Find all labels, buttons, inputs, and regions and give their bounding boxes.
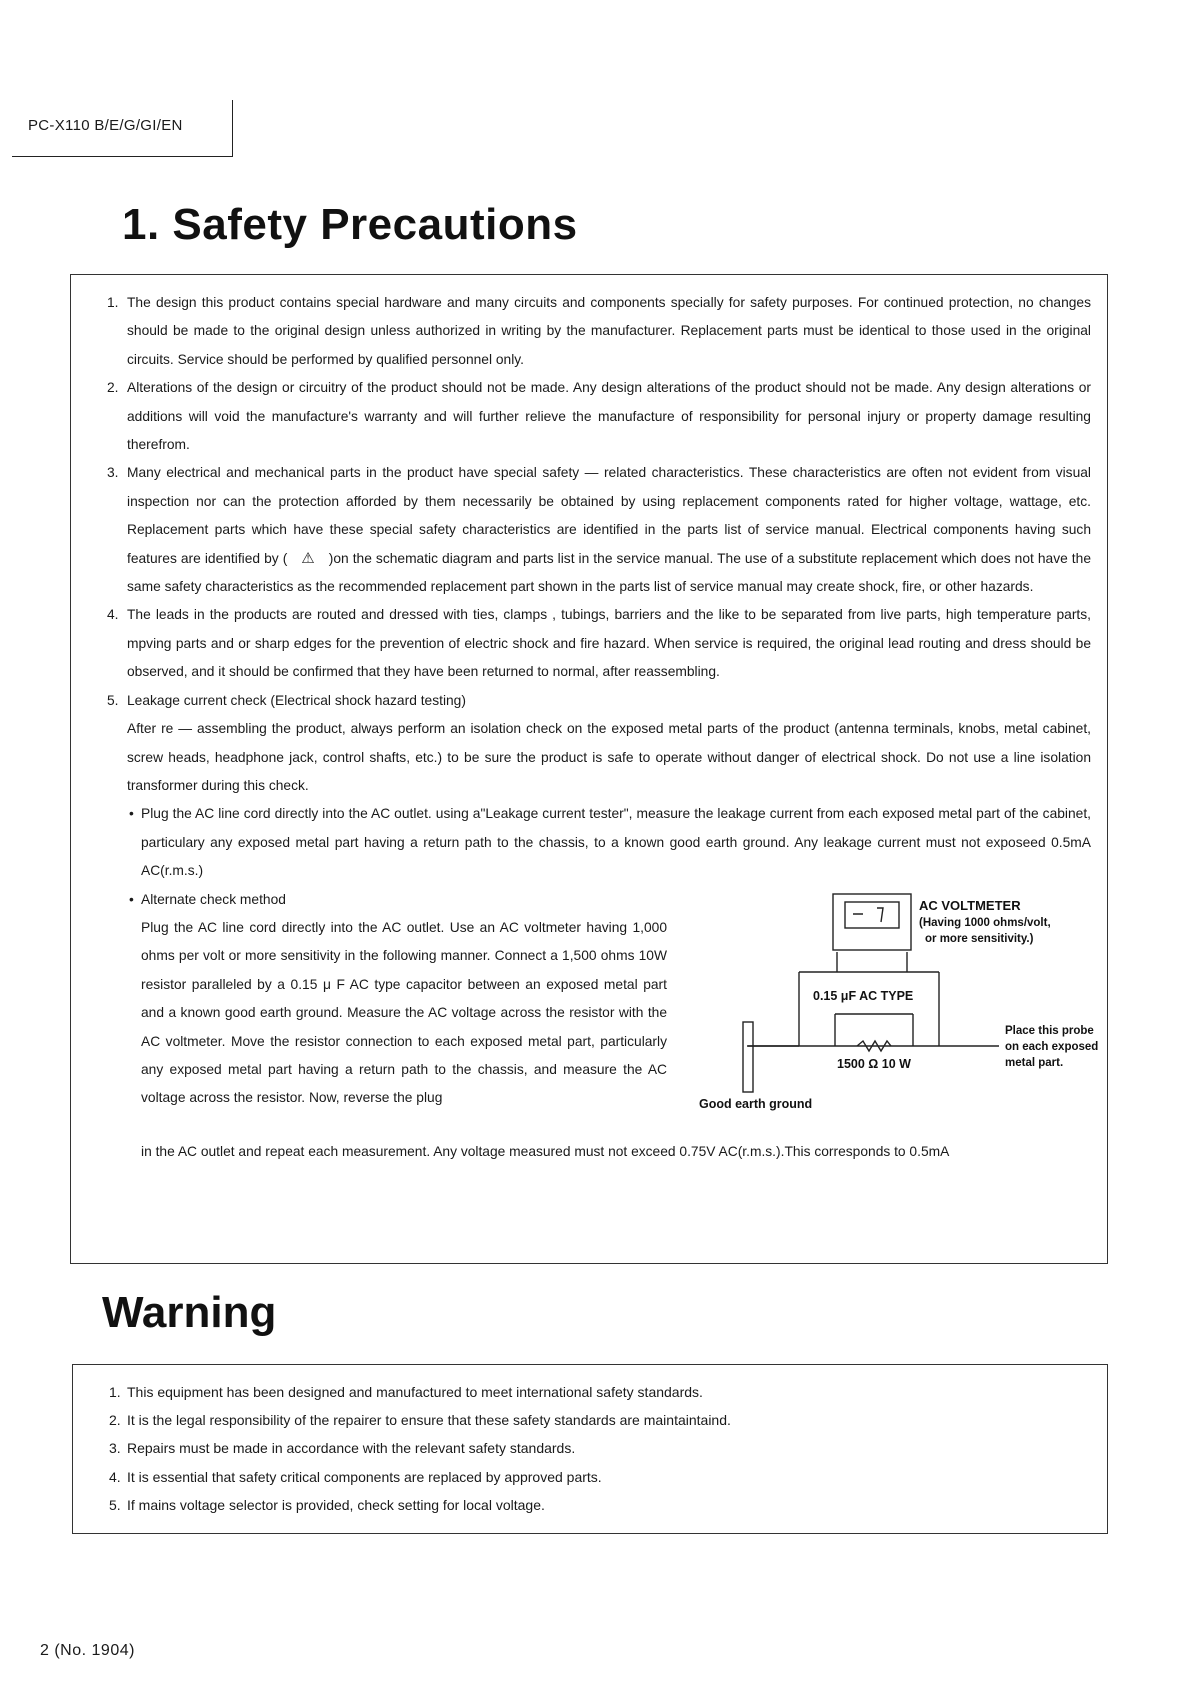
voltmeter-sub2: or more sensitivity.) [925,932,1034,945]
safety-item-4 [107,601,1091,686]
safety-list [107,289,1099,1159]
item-text: It is the legal responsibility of the repairer to ensure that these safety standards are maintaintaind. [127,1412,731,1429]
voltmeter-sub1: (Having 1000 ohms/volt, [919,916,1051,929]
item-number: 4. [107,607,119,623]
warning-item-5 [109,1491,731,1519]
safety-precautions-title: 1. Safety Precautions [122,200,578,249]
probe-label-2: on each exposed [1005,1040,1099,1053]
safety-precautions-box [70,274,1108,1264]
safety-item-5 [107,687,1099,1159]
item-text: If mains voltage selector is provided, check setting for local voltage. [127,1496,545,1513]
warning-item-2 [109,1406,731,1434]
item-number: 5. [109,1496,121,1513]
item-text: Repairs must be made in accordance with the relevant safety standards. [127,1440,576,1457]
capacitor-label: 0.15 μF AC TYPE [813,988,914,1003]
probe-label-1: Place this probe [1005,1024,1094,1037]
alternate-heading: • Alternate check method [127,886,667,914]
item-number: 2. [109,1412,121,1429]
item-text: The design this product contains special hardware and many circuits and components specially for safety purposes. For continued protection, no changes should be made to the original design unless authorized in writing by the manufacturer. Replacement parts must be identical to those used in the original circuits. Service should be performed by qualified personnel only. [127,295,1091,367]
item-number: 5. [107,692,119,708]
warning-box [72,1364,1108,1534]
resistor-label: 1500 Ω 10 W [837,1056,911,1071]
item-number: 1. [107,295,119,310]
page-footer: 2 (No. 1904) [40,1642,135,1659]
safety-item-1 [107,289,1091,374]
alternate-method-block [127,886,1099,1159]
plug-instruction: • Plug the AC line cord directly into the AC outlet. using a"Leakage current tester", measure the leakage current from each exposed metal part of the cabinet, particulary any exposed metal part having a return path to the chassis, to a known good earth ground. Any leakage current must not exposeed 0.5mA AC(r.m.s.) [127,800,1091,885]
warning-item-1 [109,1378,731,1406]
safety-item-3 [107,459,1091,601]
alternate-body: Plug the AC line cord directly into the AC outlet. Use an AC voltmeter having 1,000 ohms per volt or more sensitivity in the following manner. Connect a 1,500 ohms 10W resistor paralleled by a 0.15 μ F AC type capacitor between an exposed metal part and a known good earth ground. Measure the AC voltage across the resistor with the AC voltmeter. Move the resistor connection to each exposed metal part, particularly any exposed metal part having a return path to the chassis, and measure the AC voltage across the resistor. Now, reverse the plug [141,919,667,1106]
item-number: 1. [109,1384,121,1400]
leakage-heading: Leakage current check (Electrical shock hazard testing) [127,692,466,708]
alternate-last-line: in the AC outlet and repeat each measurement. Any voltage measured must not exceed 0.75V AC(r.m.s.).This corresponds to 0.5mA [141,1143,950,1159]
ground-label: Good earth ground [699,1096,813,1111]
alternate-method-text [127,886,667,1113]
circuit-diagram [687,886,1107,1126]
item-text: This equipment has been designed and manufactured to meet international safety standards. [127,1384,703,1400]
item-number: 3. [109,1440,121,1457]
item-text: )on the schematic diagram and parts list in the service manual. The use of a substitute replacement which does not have the same safety characteristics as the recommended replacement part shown in the parts list of service manual may create shock, fire, or other hazards. [127,550,1091,595]
model-number: PC-X110 B/E/G/GI/EN [28,117,183,134]
item-number: 4. [109,1468,121,1485]
item-number: 2. [107,380,119,396]
warning-title: Warning [102,1288,277,1337]
safety-item-2 [107,374,1091,459]
warning-list [109,1378,731,1519]
warning-triangle-icon: ⚠ [301,549,315,567]
item-text: The leads in the products are routed and dressed with ties, clamps , tubings, barriers and the like to be separated from live parts, high temperature parts, mpving parts and or sharp edges for the prevention of electric shock and fire hazard. When service is required, the original lead routing and dress should be observed, and it should be confirmed that they have been returned to normal, after reassembling. [127,607,1091,680]
probe-label-3: metal part. [1005,1056,1064,1069]
leakage-test-diagram [687,886,1107,1126]
warning-item-3 [109,1434,731,1462]
model-header-tab [12,100,233,157]
item-text: Many electrical and mechanical parts in the product have special safety — related characteristics. These characteristics are often not evident from visual inspection nor can the protection afforded by them necessarily be obtained by using replacement components rated for higher voltage, wattage, etc. Replacement parts which have these special safety characteristics are identified in the parts list of service manual. Electrical components having such features are identified by ( [127,465,1091,566]
voltmeter-label: AC VOLTMETER [919,897,1021,913]
leakage-intro: After re — assembling the product, always perform an isolation check on the exposed metal parts of the product (antenna terminals, knobs, metal cabinet, screw heads, headphone jack, control shafts, etc.) to be sure the product is safe to operate without danger of electrical shock. Do not use a line isolation transformer during this check. [127,721,1091,793]
warning-item-4 [109,1463,731,1491]
item-text: It is essential that safety critical components are replaced by approved parts. [127,1468,602,1485]
item-text: Alterations of the design or circuitry of the product should not be made. Any design alterations of the product should not be made. Any design alterations or additions will void the manufacture's warranty and will further relieve the manufacture of responsibility for personal injury or property damage resulting therefrom. [127,380,1091,453]
item-number: 3. [107,465,119,481]
